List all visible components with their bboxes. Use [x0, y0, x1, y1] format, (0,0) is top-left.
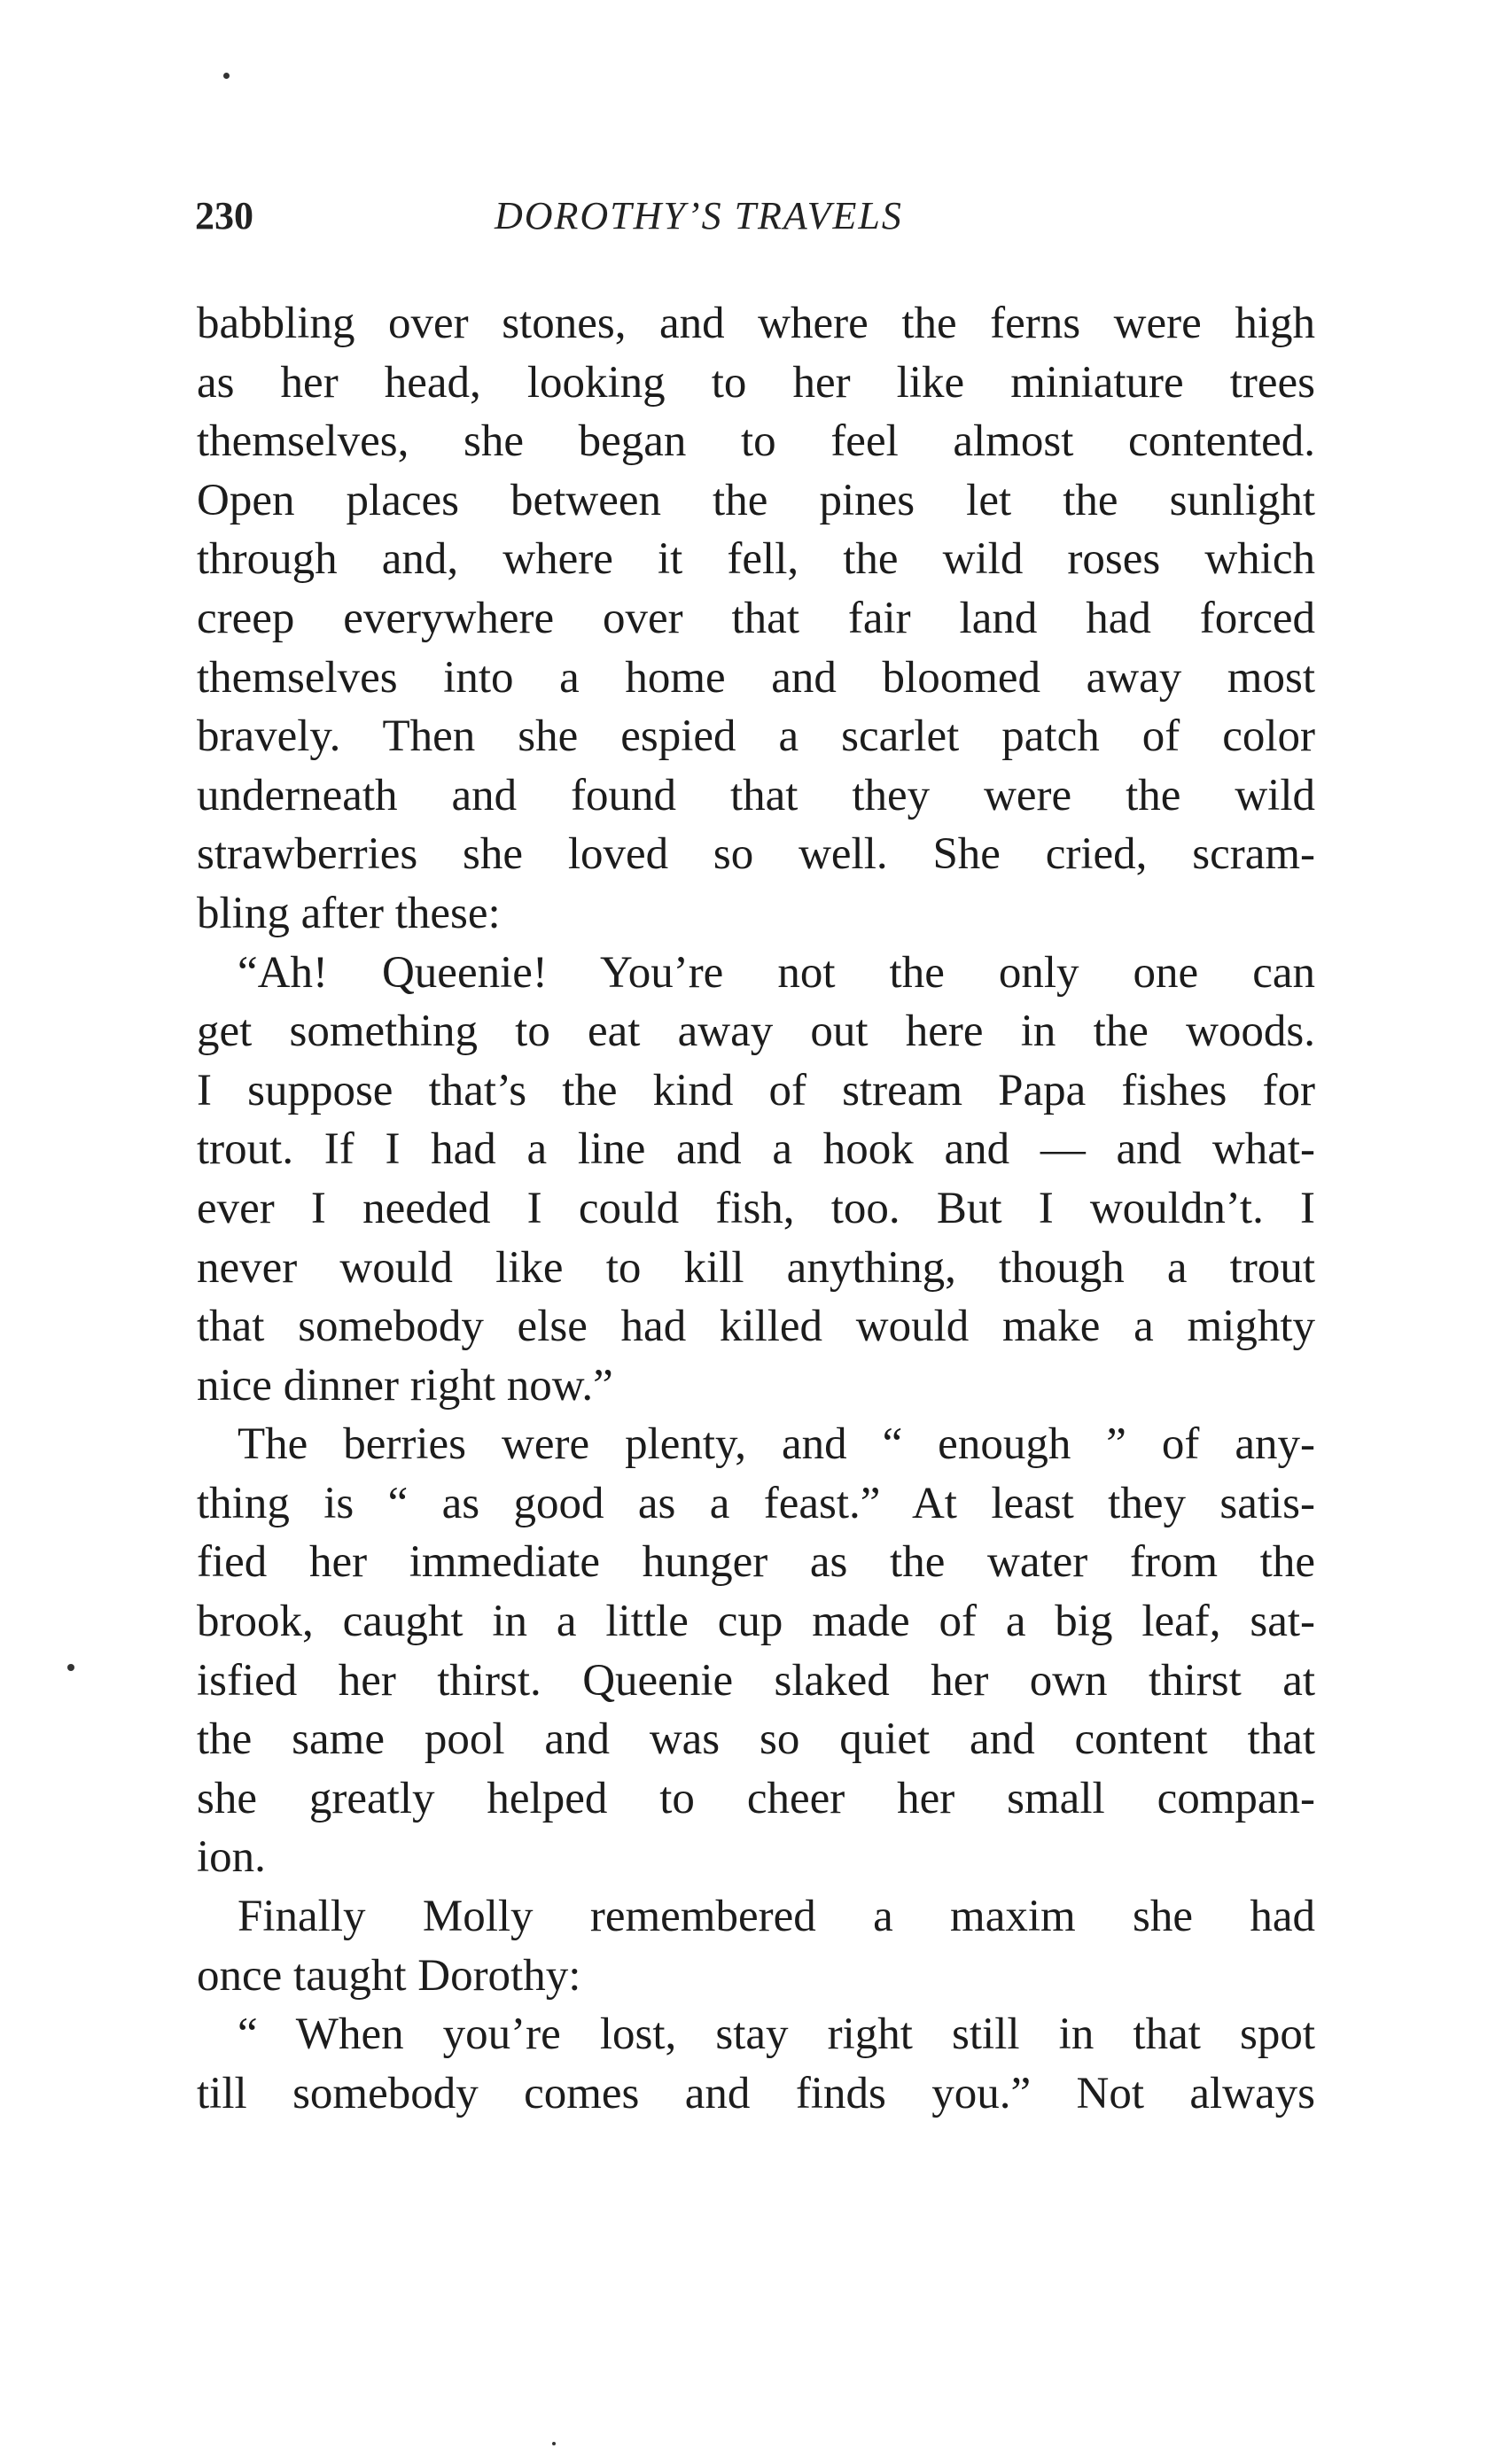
text-line: that somebody else had killed would make a mighty	[197, 1302, 1315, 1352]
text-line: fied her immediate hunger as the water from the	[197, 1537, 1315, 1588]
page-number: 230	[195, 194, 253, 237]
text-line: isfied her thirst. Queenie slaked her own thirst at	[197, 1655, 1315, 1706]
text-line: never would like to kill anything, though a trout	[197, 1242, 1315, 1293]
page-header	[195, 193, 1312, 255]
text-line: themselves, she began to feel almost contented.	[197, 416, 1315, 467]
text-line: till somebody comes and finds you.” Not always	[197, 2068, 1315, 2118]
text-line: brook, caught in a little cup made of a big leaf, sat-	[197, 1597, 1315, 1647]
running-title: DOROTHY’S TRAVELS	[495, 194, 903, 237]
scan-speck	[223, 73, 230, 79]
body-text	[197, 294, 1315, 2123]
text-line: thing is “ as good as a feast.” At least they satis-	[197, 1478, 1315, 1528]
text-line: underneath and found that they were the wild	[197, 770, 1315, 820]
text-line: “Ah! Queenie! You’re not the only one can	[238, 947, 1315, 998]
text-line: themselves into a home and bloomed away most	[197, 652, 1315, 703]
text-line: ion.	[197, 1832, 266, 1883]
text-line: trout. If I had a line and a hook and — and what-	[197, 1124, 1315, 1175]
text-line: she greatly helped to cheer her small compan-	[197, 1773, 1315, 1823]
scan-speck	[67, 1664, 74, 1671]
text-line: babbling over stones, and where the ferns were high	[197, 299, 1315, 348]
text-line: strawberries she loved so well. She cried, scram-	[197, 829, 1315, 880]
text-line: nice dinner right now.”	[197, 1360, 613, 1411]
text-line: bravely. Then she espied a scarlet patch of color	[197, 711, 1315, 762]
text-line: The berries were plenty, and “ enough ” of any-	[238, 1419, 1315, 1470]
text-line: Open places between the pines let the sunlight	[197, 475, 1315, 525]
text-line: once taught Dorothy:	[197, 1950, 581, 2001]
text-line: “ When you’re lost, stay right still in that spot	[238, 2009, 1315, 2060]
text-line: Finally Molly remembered a maxim she had	[238, 1892, 1315, 1942]
text-line: I suppose that’s the kind of stream Papa fishes for	[197, 1065, 1315, 1115]
text-line: bling after these:	[197, 888, 501, 938]
text-line: ever I needed I could fish, too. But I wouldn’t. I	[197, 1183, 1315, 1233]
text-line: the same pool and was so quiet and content that	[197, 1714, 1315, 1765]
scan-speck	[552, 2442, 556, 2445]
text-line: through and, where it fell, the wild roses which	[197, 534, 1315, 585]
text-line: as her head, looking to her like miniature trees	[197, 357, 1315, 408]
text-line: get something to eat away out here in the woods.	[197, 1007, 1315, 1057]
text-line: creep everywhere over that fair land had forced	[197, 593, 1315, 643]
